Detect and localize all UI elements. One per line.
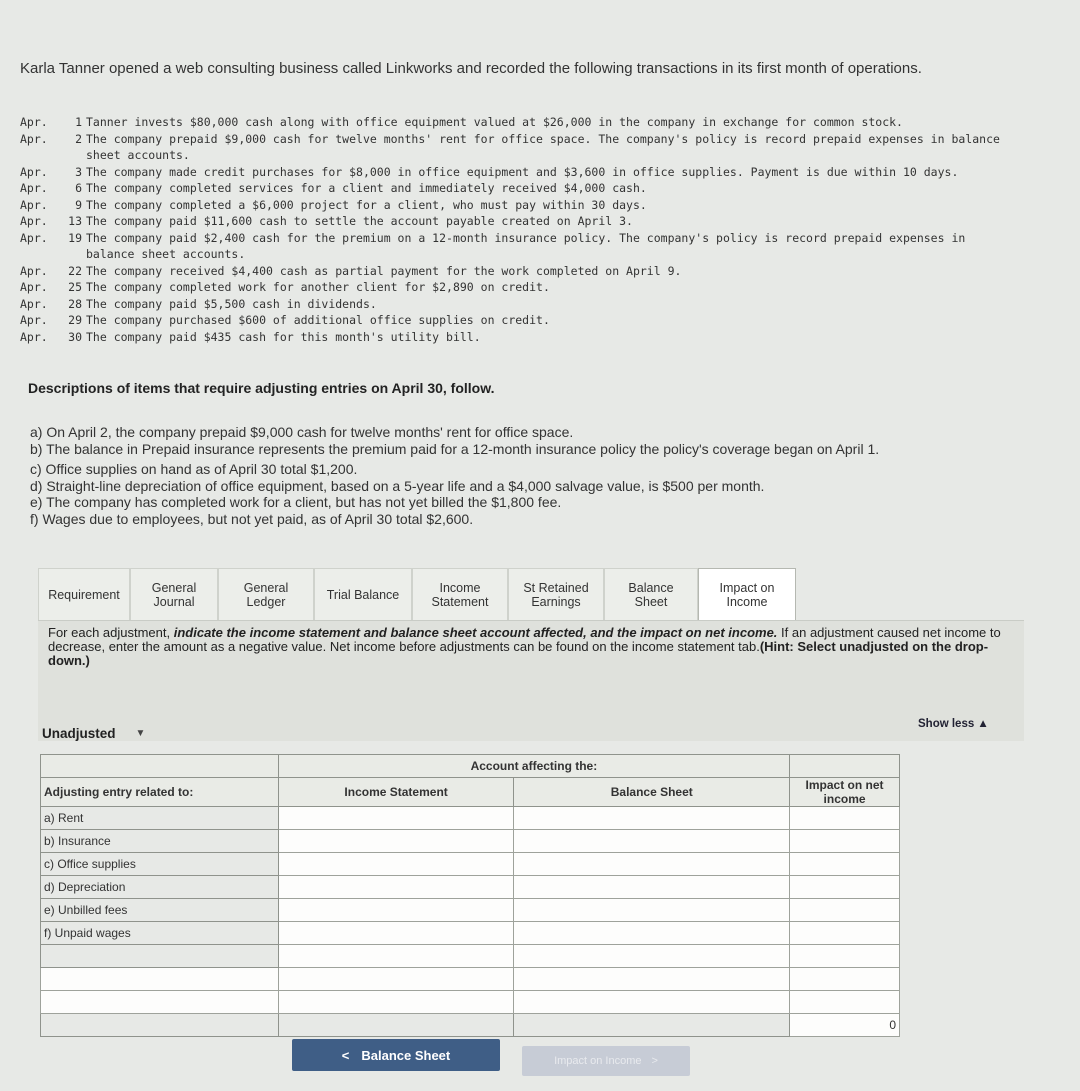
transaction-row bbox=[20, 180, 1020, 197]
chevron-left-icon: < bbox=[341, 1047, 350, 1063]
table-row-total bbox=[41, 1014, 900, 1037]
adjustments-list bbox=[30, 424, 1020, 527]
tab-general-journal[interactable]: General Journal bbox=[130, 568, 218, 620]
transaction-month: Apr. bbox=[20, 131, 48, 146]
tab-income-statement[interactable]: Income Statement bbox=[412, 568, 508, 620]
transaction-day: 2 bbox=[75, 131, 82, 146]
balance-sheet-select[interactable] bbox=[514, 876, 790, 899]
next-button[interactable] bbox=[522, 1046, 690, 1076]
balance-sheet-select[interactable] bbox=[514, 807, 790, 830]
row-label: a) Rent bbox=[41, 807, 279, 830]
transaction-month: Apr. bbox=[20, 329, 48, 344]
adjusted-dropdown[interactable] bbox=[42, 726, 145, 741]
income-statement-select[interactable] bbox=[278, 807, 514, 830]
next-button-label: Impact on Income bbox=[554, 1055, 642, 1067]
show-less-link[interactable]: Show less ▲ bbox=[918, 718, 989, 730]
col-header-balance-sheet: Balance Sheet bbox=[514, 778, 790, 807]
instruction-text: For each adjustment, indicate the income statement and balance sheet account affected, and the impact on net income. If an adjustment caused net income to decrease, enter the amount as a negative value. Net income before adjustments can be found on the income statement tab.(Hint: Select unadjusted on the drop-down.) bbox=[48, 625, 1001, 668]
balance-sheet-select[interactable] bbox=[514, 853, 790, 876]
transaction-row bbox=[20, 197, 1020, 214]
transaction-description: The company paid $5,500 cash in dividends. bbox=[86, 296, 377, 311]
transaction-month: Apr. bbox=[20, 164, 48, 179]
transaction-list bbox=[20, 114, 1020, 345]
tab-trial-balance[interactable]: Trial Balance bbox=[314, 568, 412, 620]
transaction-day: 28 bbox=[68, 296, 82, 311]
adjustment-item: e) The company has completed work for a client, but has not yet billed the $1,800 fee. bbox=[30, 494, 562, 510]
group-header: Account affecting the: bbox=[278, 755, 789, 778]
impact-input[interactable] bbox=[790, 922, 900, 945]
income-statement-select[interactable] bbox=[278, 968, 514, 991]
transaction-month: Apr. bbox=[20, 280, 48, 294]
impact-input[interactable] bbox=[790, 899, 900, 922]
transaction-day: 22 bbox=[68, 263, 82, 278]
adjustment-item: c) Office supplies on hand as of April 30 total $1,200. bbox=[30, 461, 358, 477]
prev-button-label: Balance Sheet bbox=[361, 1047, 451, 1063]
income-statement-select[interactable] bbox=[278, 853, 514, 876]
table-row bbox=[41, 945, 900, 968]
transaction-description: The company made credit purchases for $8,000 in office equipment and $3,600 in office supplies. Payment is due within 10 days. bbox=[86, 164, 959, 179]
adjustment-item: f) Wages due to employees, but not yet paid, as of April 30 total $2,600. bbox=[30, 510, 474, 527]
transaction-description: The company prepaid $9,000 cash for twelve months' rent for office space. The company's policy is record prepaid expenses in balance sheet accounts. bbox=[86, 131, 1000, 162]
transaction-row bbox=[20, 131, 1020, 164]
adjustment-item: a) On April 2, the company prepaid $9,000 cash for twelve months' rent for office space. bbox=[30, 424, 574, 440]
transaction-month: Apr. bbox=[20, 263, 48, 278]
adjustments-heading: Descriptions of items that require adjusting entries on April 30, follow. bbox=[28, 380, 495, 396]
transaction-day: 30 bbox=[68, 329, 82, 344]
transaction-month: Apr. bbox=[20, 214, 48, 228]
row-label: f) Unpaid wages bbox=[41, 922, 279, 945]
tab-impact-on-income[interactable]: Impact on Income bbox=[698, 568, 796, 620]
table-row bbox=[41, 876, 900, 899]
impact-input[interactable] bbox=[790, 991, 900, 1014]
balance-sheet-select[interactable] bbox=[514, 922, 790, 945]
row-label: b) Insurance bbox=[41, 830, 279, 853]
row-label: e) Unbilled fees bbox=[41, 899, 279, 922]
transaction-row bbox=[20, 114, 1020, 131]
balance-sheet-select[interactable] bbox=[514, 899, 790, 922]
impact-input[interactable] bbox=[790, 945, 900, 968]
transaction-day: 13 bbox=[68, 214, 82, 228]
balance-sheet-select[interactable] bbox=[514, 991, 790, 1014]
transaction-day: 25 bbox=[68, 280, 82, 294]
income-statement-select[interactable] bbox=[278, 830, 514, 853]
transaction-day: 9 bbox=[75, 197, 82, 212]
chevron-down-icon: ▼ bbox=[135, 728, 146, 739]
transaction-month: Apr. bbox=[20, 313, 48, 327]
tab-requirement[interactable]: Requirement bbox=[38, 568, 130, 620]
transaction-day: 3 bbox=[75, 164, 82, 179]
prev-button[interactable] bbox=[292, 1039, 500, 1071]
transaction-description: The company completed a $6,000 project for a client, who must pay within 30 days. bbox=[86, 197, 647, 212]
chevron-right-icon: > bbox=[651, 1055, 658, 1067]
transaction-month: Apr. bbox=[20, 181, 48, 195]
transaction-description: The company paid $435 cash for this month's utility bill. bbox=[86, 329, 481, 344]
dropdown-value: Unadjusted bbox=[42, 726, 116, 741]
transaction-day: 29 bbox=[68, 313, 82, 327]
transaction-month: Apr. bbox=[20, 230, 48, 245]
transaction-description: Tanner invests $80,000 cash along with office equipment valued at $26,000 in the company in exchange for common stock. bbox=[86, 115, 903, 129]
row-label: c) Office supplies bbox=[41, 853, 279, 876]
table-row bbox=[41, 922, 900, 945]
row-label-input[interactable] bbox=[41, 991, 279, 1014]
table-row bbox=[41, 830, 900, 853]
table-row bbox=[41, 853, 900, 876]
transaction-description: The company paid $2,400 cash for the premium on a 12-month insurance policy. The company's policy is record prepaid expenses in balance sheet accounts. bbox=[86, 230, 966, 261]
transaction-row bbox=[20, 213, 1020, 230]
adjustment-item: d) Straight-line depreciation of office equipment, based on a 5-year life and a $4,000 salvage value, is $500 per month. bbox=[30, 477, 765, 494]
row-label-input[interactable] bbox=[41, 968, 279, 991]
col-header-impact: Impact on net income bbox=[790, 778, 900, 807]
row-label: d) Depreciation bbox=[41, 876, 279, 899]
transaction-row bbox=[20, 312, 1020, 329]
transaction-description: The company completed services for a client and immediately received $4,000 cash. bbox=[86, 181, 647, 195]
income-statement-select[interactable] bbox=[278, 991, 514, 1014]
transaction-row bbox=[20, 329, 1020, 346]
impact-input[interactable] bbox=[790, 830, 900, 853]
table-row bbox=[41, 968, 900, 991]
impact-input[interactable] bbox=[790, 807, 900, 830]
impact-table bbox=[40, 754, 900, 1037]
impact-input[interactable] bbox=[790, 853, 900, 876]
income-statement-select[interactable] bbox=[278, 899, 514, 922]
balance-sheet-select[interactable] bbox=[514, 968, 790, 991]
col-header-income-statement: Income Statement bbox=[278, 778, 514, 807]
adjustment-item: b) The balance in Prepaid insurance represents the premium paid for a 12-month insurance policy the policy's coverage began on April 1. bbox=[30, 440, 880, 457]
transaction-row bbox=[20, 230, 1020, 263]
tab-balance-sheet[interactable]: Balance Sheet bbox=[604, 568, 698, 620]
table-row bbox=[41, 807, 900, 830]
income-statement-select[interactable] bbox=[278, 922, 514, 945]
impact-input[interactable] bbox=[790, 876, 900, 899]
transaction-description: The company paid $11,600 cash to settle the account payable created on April 3. bbox=[86, 214, 633, 228]
table-row bbox=[41, 899, 900, 922]
problem-intro: Karla Tanner opened a web consulting business called Linkworks and recorded the following transactions in its first month of operations. bbox=[20, 60, 922, 77]
col-header-entry: Adjusting entry related to: bbox=[41, 778, 279, 807]
impact-input[interactable] bbox=[790, 968, 900, 991]
balance-sheet-select[interactable] bbox=[514, 945, 790, 968]
transaction-row bbox=[20, 263, 1020, 280]
transaction-month: Apr. bbox=[20, 197, 48, 212]
table-row bbox=[41, 991, 900, 1014]
transaction-description: The company received $4,400 cash as partial payment for the work completed on April 9. bbox=[86, 263, 682, 278]
balance-sheet-select[interactable] bbox=[514, 830, 790, 853]
requirement-tabs bbox=[38, 568, 796, 620]
transaction-day: 1 bbox=[75, 115, 82, 129]
transaction-description: The company completed work for another client for $2,890 on credit. bbox=[86, 280, 550, 294]
tab-general-ledger[interactable]: General Ledger bbox=[218, 568, 314, 620]
net-income-total[interactable]: 0 bbox=[790, 1014, 900, 1037]
transaction-month: Apr. bbox=[20, 296, 48, 311]
transaction-day: 19 bbox=[68, 230, 82, 245]
income-statement-select[interactable] bbox=[278, 876, 514, 899]
income-statement-select[interactable] bbox=[278, 945, 514, 968]
transaction-description: The company purchased $600 of additional office supplies on credit. bbox=[86, 313, 550, 327]
transaction-row bbox=[20, 279, 1020, 296]
tab-st-retained-earnings[interactable]: St Retained Earnings bbox=[508, 568, 604, 620]
transaction-month: Apr. bbox=[20, 115, 48, 129]
transaction-row bbox=[20, 296, 1020, 313]
transaction-day: 6 bbox=[75, 181, 82, 195]
transaction-row bbox=[20, 164, 1020, 181]
